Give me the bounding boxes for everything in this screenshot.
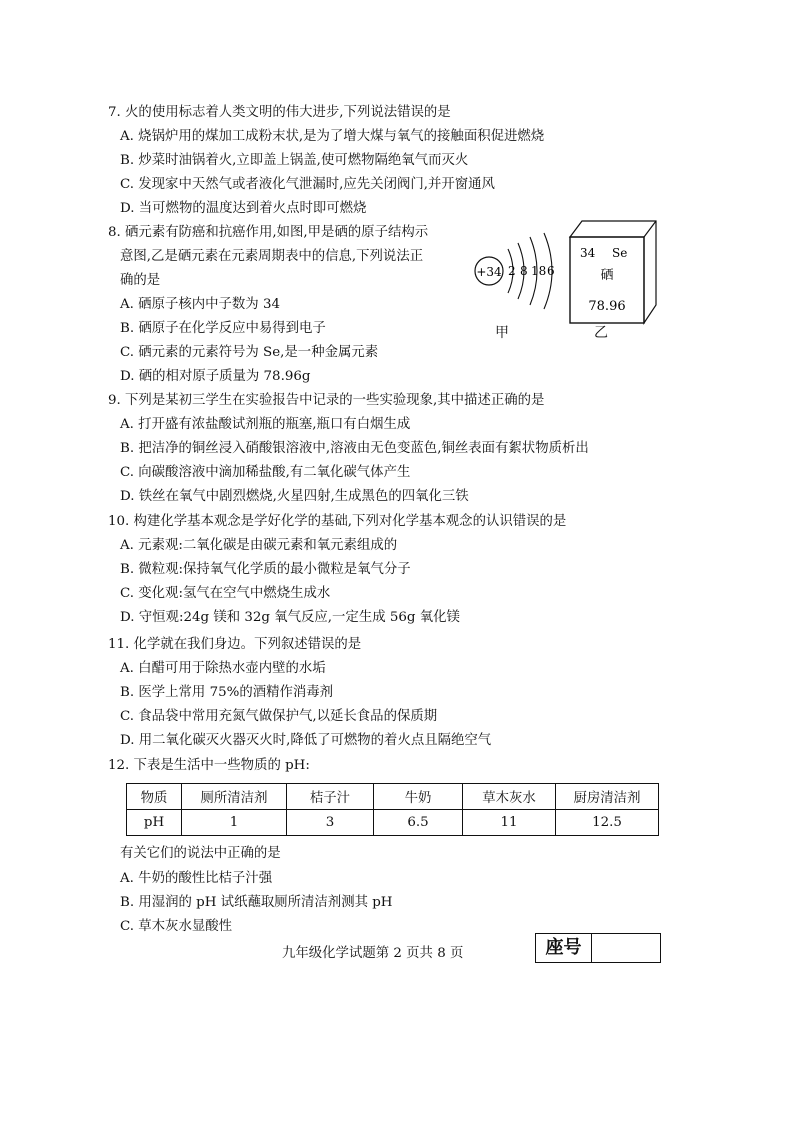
question-12-stem: 12. 下表是生活中一些物质的 pH:: [108, 758, 310, 773]
question-12-prompt: 有关它们的说法中正确的是: [120, 846, 281, 861]
nucleus-charge: +34: [476, 265, 502, 279]
q11-option-b: B. 医学上常用 75%的酒精作消毒剂: [120, 685, 334, 700]
element-atomic-number: 34: [580, 246, 596, 260]
ph-table-cell: 1: [182, 810, 287, 836]
q8-option-c: C. 硒元素的元素符号为 Se,是一种金属元素: [120, 345, 379, 360]
ph-table-header: 厨房清洁剂: [556, 784, 659, 810]
q8-option-b: B. 硒原子在化学反应中易得到电子: [120, 321, 326, 336]
element-caption: 乙: [594, 325, 608, 341]
q8-option-d: D. 硒的相对原子质量为 78.96g: [120, 369, 311, 384]
q12-option-c: C. 草木灰水显酸性: [120, 919, 233, 934]
ph-table-header: 草木灰水: [463, 784, 556, 810]
page-footer: 九年级化学试题第 2 页共 8 页: [282, 946, 464, 961]
shell-4-electrons: 6: [547, 264, 555, 278]
q9-option-b: B. 把洁净的铜丝浸入硝酸银溶液中,溶液由无色变蓝色,铜丝表面有絮状物质析出: [120, 441, 589, 456]
question-9-stem: 9. 下列是某初三学生在实验报告中记录的一些实验现象,其中描述正确的是: [108, 393, 545, 408]
q11-option-c: C. 食品袋中常用充氮气做保护气,以延长食品的保质期: [120, 709, 438, 724]
element-name: 硒: [600, 268, 614, 283]
element-symbol: Se: [612, 246, 628, 260]
ph-table-cell: 6.5: [374, 810, 463, 836]
question-10-stem: 10. 构建化学基本观念是学好化学的基础,下列对化学基本观念的认识错误的是: [108, 514, 567, 529]
ph-table: [126, 783, 659, 836]
question-7-stem: 7. 火的使用标志着人类文明的伟大进步,下列说法错误的是: [108, 105, 451, 120]
shell-3-electrons: 18: [531, 264, 547, 278]
ph-table-header: 桔子汁: [287, 784, 374, 810]
seat-number-label: 座号: [536, 934, 592, 962]
atom-structure-diagram: [472, 219, 672, 339]
element-atomic-mass: 78.96: [588, 299, 626, 314]
ph-table-header: 物质: [127, 784, 182, 810]
ph-table-header: 牛奶: [374, 784, 463, 810]
ph-table-header-row: [127, 784, 659, 810]
shell-1-electrons: 2: [508, 264, 516, 278]
q9-option-d: D. 铁丝在氧气中剧烈燃烧,火星四射,生成黑色的四氧化三铁: [120, 489, 469, 504]
ph-table-cell: 11: [463, 810, 556, 836]
shell-2-electrons: 8: [520, 264, 528, 278]
selenium-diagram: [472, 219, 672, 339]
ph-table-value-row: [127, 810, 659, 836]
ph-table-cell: 12.5: [556, 810, 659, 836]
q11-option-a: A. 白醋可用于除热水壶内壁的水垢: [120, 661, 326, 676]
question-8-stem-line3: 确的是: [120, 273, 161, 288]
q9-option-c: C. 向碳酸溶液中滴加稀盐酸,有二氧化碳气体产生: [120, 465, 411, 480]
atom-caption: 甲: [495, 325, 509, 341]
q7-option-c: C. 发现家中天然气或者液化气泄漏时,应先关闭阀门,并开窗通风: [120, 177, 495, 192]
q7-option-b: B. 炒菜时油锅着火,立即盖上锅盖,使可燃物隔绝氧气而灭火: [120, 153, 469, 168]
question-8-stem-line1: 8. 硒元素有防癌和抗癌作用,如图,甲是硒的原子结构示: [108, 225, 429, 240]
ph-table-header: 厕所清洁剂: [182, 784, 287, 810]
question-8-stem-line2: 意图,乙是硒元素在元素周期表中的信息,下列说法正: [120, 249, 424, 264]
q12-option-b: B. 用湿润的 pH 试纸蘸取厕所清洁剂测其 pH: [120, 895, 393, 910]
q9-option-a: A. 打开盛有浓盐酸试剂瓶的瓶塞,瓶口有白烟生成: [120, 417, 411, 432]
ph-table-cell: 3: [287, 810, 374, 836]
question-11-stem: 11. 化学就在我们身边。下列叙述错误的是: [108, 637, 362, 652]
q11-option-d: D. 用二氧化碳灭火器灭火时,降低了可燃物的着火点且隔绝空气: [120, 733, 492, 748]
q10-option-a: A. 元素观:二氧化碳是由碳元素和氧元素组成的: [120, 538, 398, 553]
q10-option-c: C. 变化观:氢气在空气中燃烧生成水: [120, 586, 331, 601]
q12-option-a: A. 牛奶的酸性比桔子汁强: [120, 871, 273, 886]
seat-number-box: [535, 933, 661, 963]
ph-table-cell: pH: [127, 810, 182, 836]
q8-option-a: A. 硒原子核内中子数为 34: [120, 297, 280, 312]
q10-option-d: D. 守恒观:24g 镁和 32g 氧气反应,一定生成 56g 氧化镁: [120, 610, 460, 625]
seat-number-field[interactable]: [592, 934, 660, 962]
q7-option-d: D. 当可燃物的温度达到着火点时即可燃烧: [120, 201, 367, 216]
q7-option-a: A. 烧锅炉用的煤加工成粉末状,是为了增大煤与氧气的接触面积促进燃烧: [120, 129, 545, 144]
q10-option-b: B. 微粒观:保持氧气化学质的最小微粒是氧气分子: [120, 562, 411, 577]
